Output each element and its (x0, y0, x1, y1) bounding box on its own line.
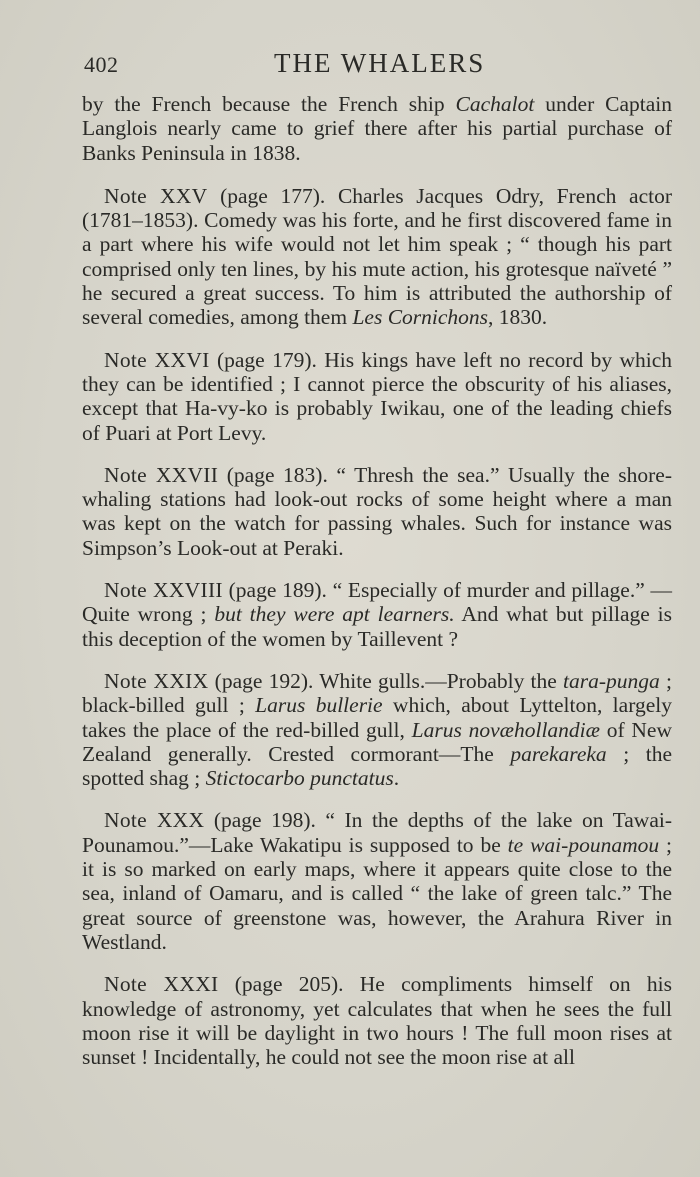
note-label: Note XXX (104, 808, 205, 833)
note-paragraph (82, 972, 672, 1069)
text-segment: (page 189). “ Especially of murder and pillage.” —Quite wrong ; (82, 578, 672, 627)
text-segment: ; the spotted shag ; (82, 741, 672, 791)
text-segment: , 1830. (488, 305, 548, 330)
note-label: Note XXVII (104, 462, 219, 487)
note-paragraph (82, 463, 672, 560)
italic-text: Cachalot (455, 92, 535, 116)
note-label: Note XXVIII (104, 578, 223, 603)
text-segment: of New Zealand generally. Crested cormorant—The (82, 717, 672, 766)
page-header (84, 48, 674, 80)
running-head: THE WHALERS (274, 48, 486, 78)
italic-text: tara-punga (563, 668, 660, 693)
note-paragraph (82, 578, 672, 651)
italic-text: Larus bullerie (255, 693, 383, 718)
note-label: Note XXIX (104, 668, 209, 693)
page-number: 402 (84, 52, 119, 77)
italic-text: Stictocarbo punctatus (205, 766, 394, 791)
text-segment: (page 205). He compliments himself on his knowledge of astronomy, yet calculates that when he sees the full moon rise it will be daylight in two hours ! The full moon rises at sunset ! Incidentally, he could not see the moon rise at all (82, 972, 672, 1070)
text-segment: (page 177). Charles Jacques Odry, French actor (1781–1853). Comedy was his forte, and he first discovered fame in a part where his wife would not let him speak ; “ though his part comprised only ten lines, by his mute action, his grotesque naïveté ” he secured a great success. To him is attributed the authorship of several comedies, among them (82, 183, 672, 330)
italic-text: te wai-pounamou (507, 832, 660, 857)
note-paragraph (82, 348, 672, 445)
note-label: Note XXV (104, 183, 208, 208)
italic-text: but they were apt learners. (214, 602, 455, 627)
text-segment: And what but pillage is this deception of the women by Taillevent ? (82, 602, 672, 651)
note-paragraph (82, 669, 672, 790)
continuation-paragraph (82, 92, 672, 165)
text-segment: (page 198). “ In the depths of the lake on Tawai-Pounamou.”—Lake Wakatipu is supposed to be (82, 808, 672, 857)
text-segment: (page 183). “ Thresh the sea.” Usually the shore-whaling stations had look-out rocks of some height where a man was kept on the watch for passing whales. Such for instance was Simpson’s Look-out at Peraki. (82, 462, 672, 560)
text-segment: which, about Lyttelton, largely takes the place of the red-billed gull, (82, 693, 672, 742)
text-segment: (page 192). White gulls.—Probably the (208, 668, 564, 693)
italic-text: parekareka (510, 741, 607, 766)
italic-text: Larus novæhollandiæ (411, 717, 600, 742)
note-label: Note XXXI (104, 972, 219, 997)
body-text (82, 92, 672, 1087)
italic-text: Les Cornichons (352, 305, 489, 330)
text-segment: by the French because the French ship (82, 92, 456, 116)
text-segment: . (393, 766, 400, 791)
text-segment: (page 179). His kings have left no record by which they can be identified ; I cannot pierce the obscurity of his aliases, except that Ha-vy-ko is probably Iwikau, one of the leading chiefs of Puari at Port Levy. (82, 347, 673, 445)
note-label: Note XXVI (104, 347, 210, 372)
note-paragraph (82, 184, 672, 330)
text-segment: ; it is so marked on early maps, where it appears quite close to the sea, inland of Oamaru, and is called “ the lake of green talc.” The great source of greenstone was, however, the Arahura River in Westland. (82, 832, 672, 954)
text-segment: ; black-billed gull ; (82, 668, 672, 718)
note-paragraph (82, 808, 672, 954)
text-segment: under Captain Langlois nearly came to grief there after his partial purchase of Banks Peninsula in 1838. (82, 92, 672, 165)
